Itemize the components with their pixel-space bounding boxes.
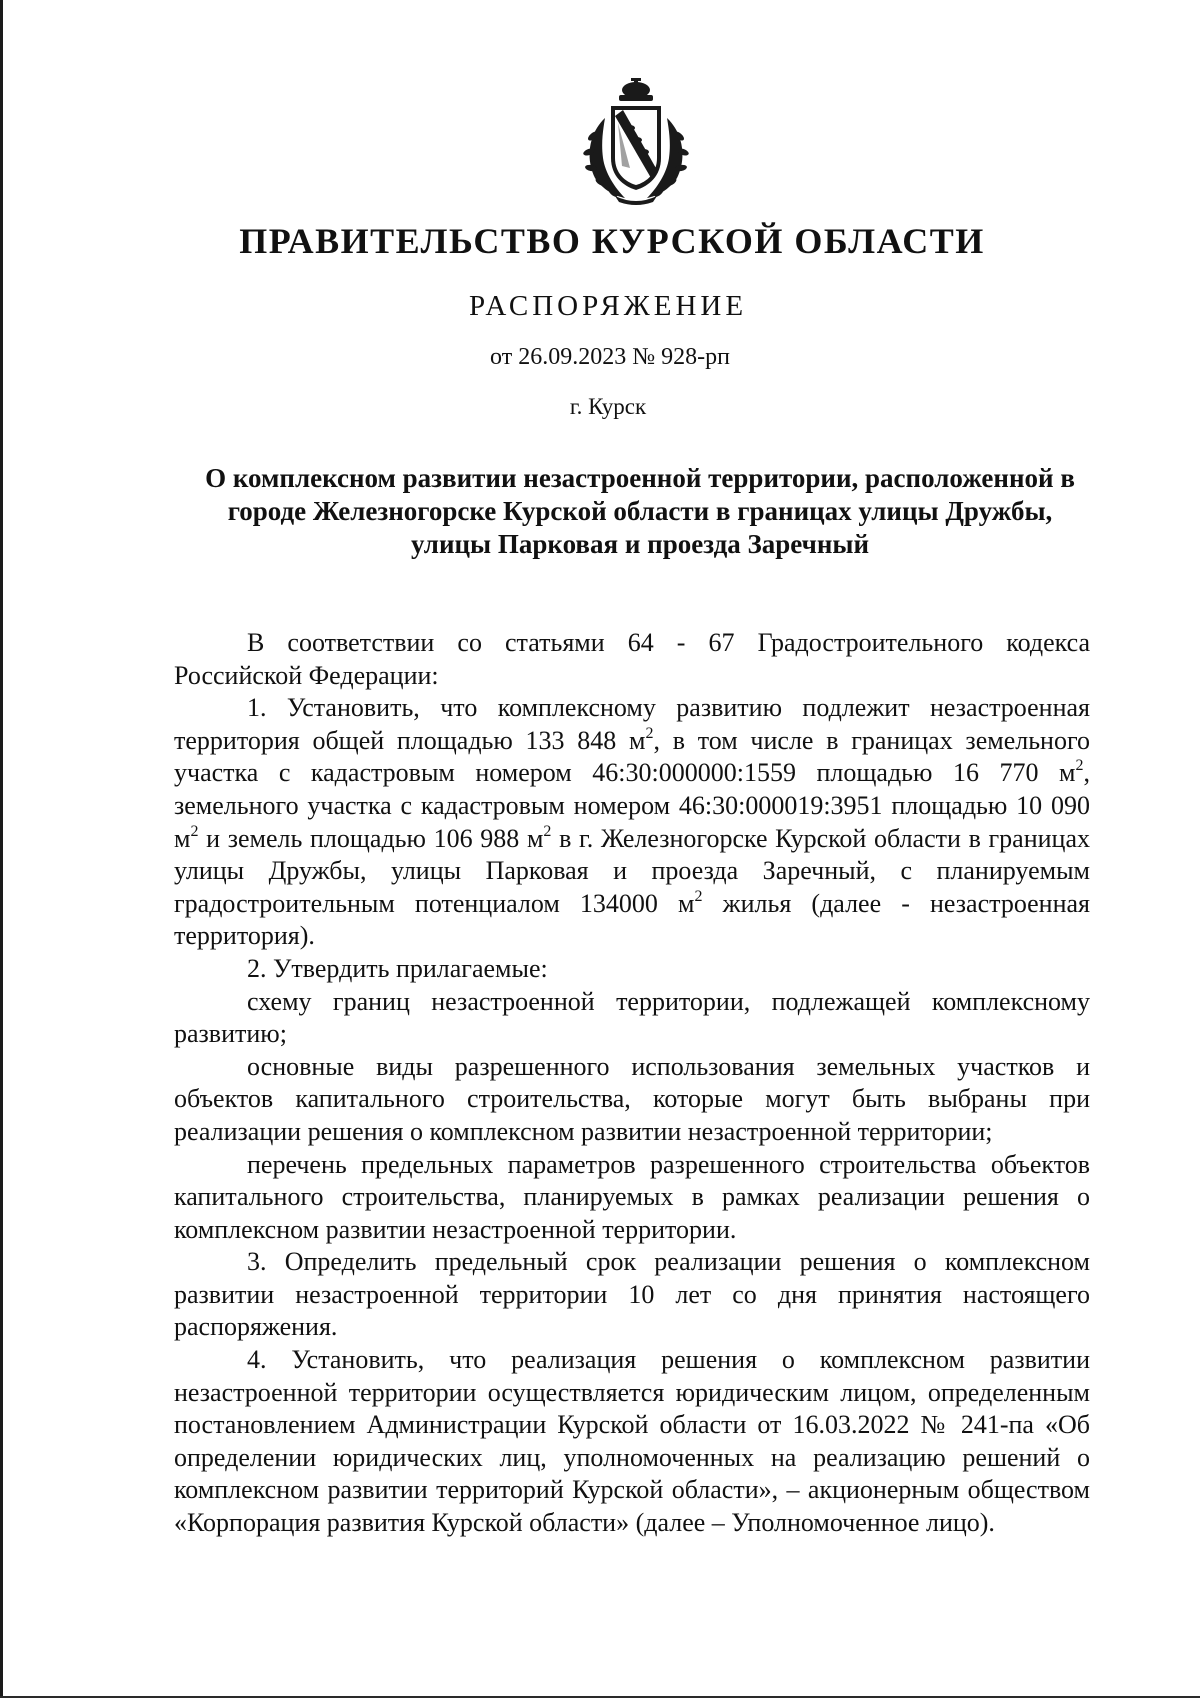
- document-date-number: от 26.09.2023 № 928-рп: [490, 344, 730, 370]
- superscript: 2: [694, 887, 703, 905]
- clause-4: 4. Установить, что реализация решения о комплексном развитии незастроенной территории осуществляется юридическим лицом, определенным постановлением Администрации Курской области от 16.03.2022 № 241-па «Об определении юридических лиц, уполномоченных на реализацию решений о комплексном развитии территорий Курской области», – акционерным обществом «Корпорация развития Курской области» (далее – Уполномоченное лицо).: [174, 1345, 1090, 1538]
- document-city: г. Курск: [569, 394, 647, 419]
- clause-1-text: 1. Установить, что комплексному развитию подлежит незастроенная территория общей площадью 133 848 м: [174, 693, 1090, 755]
- clause-2-item: схему границ незастроенной территории, подлежащей комплексному развитию;: [174, 986, 1090, 1049]
- document-subject: [160, 462, 1120, 561]
- superscript: 2: [190, 822, 199, 840]
- clause-2-item: основные виды разрешенного использования земельных участков и объектов капитального строительства, которые могут быть выбраны при реализации решения о комплексном развитии незастроенной территории;: [174, 1051, 1090, 1146]
- clause-1-text: и земель площадью 106 988 м: [198, 823, 544, 853]
- intro-paragraph: В соответствии со статьями 64 - 67 Градостроительного кодекса Российской Федерации:: [174, 628, 1090, 690]
- superscript: 2: [645, 724, 654, 742]
- subject-line: улицы Парковая и проезда Заречный: [410, 529, 870, 559]
- clause-1-text: , земельного участка с кадастровым номером 46:30:000019:3951 площадью 10 090 м: [174, 758, 1090, 853]
- subject-line: О комплексном развитии незастроенной территории, расположенной в: [205, 463, 1075, 493]
- coat-of-arms-icon: [575, 78, 697, 206]
- clause-1-text: , в том числе в границах земельного участка с кадастровым номером 46:30:000000:1559 площадью 16 770 м: [174, 725, 1090, 788]
- superscript: 2: [543, 822, 552, 840]
- clause-1-text: жилья (далее - незастроенная территория).: [174, 888, 1091, 951]
- issuer-title: ПРАВИТЕЛЬСТВО КУРСКОЙ ОБЛАСТИ: [239, 221, 985, 261]
- clause-2: 2. Утвердить прилагаемые:: [247, 953, 548, 983]
- subject-line: городе Железногорске Курской области в границах улицы Дружбы,: [227, 496, 1053, 526]
- document-type: РАСПОРЯЖЕНИЕ: [468, 290, 748, 322]
- document-body: [174, 627, 1090, 1540]
- clause-1: [174, 692, 1090, 953]
- clause-2-item: перечень предельных параметров разрешенного строительства объектов капитального строительства, планируемых в рамках реализации решения о комплексном развитии незастроенной территории.: [174, 1149, 1090, 1244]
- clause-1-text: в г. Железногорске Курской области в границах улицы Дружбы, улицы Парковая и проезда Заречный, с планируемым градостроительным потенциалом 134000 м: [174, 823, 1090, 918]
- clause-3: 3. Определить предельный срок реализации решения о комплексном развитии незастроенной территории 10 лет со дня принятия настоящего распоряжения.: [174, 1247, 1090, 1342]
- superscript: 2: [1075, 757, 1084, 775]
